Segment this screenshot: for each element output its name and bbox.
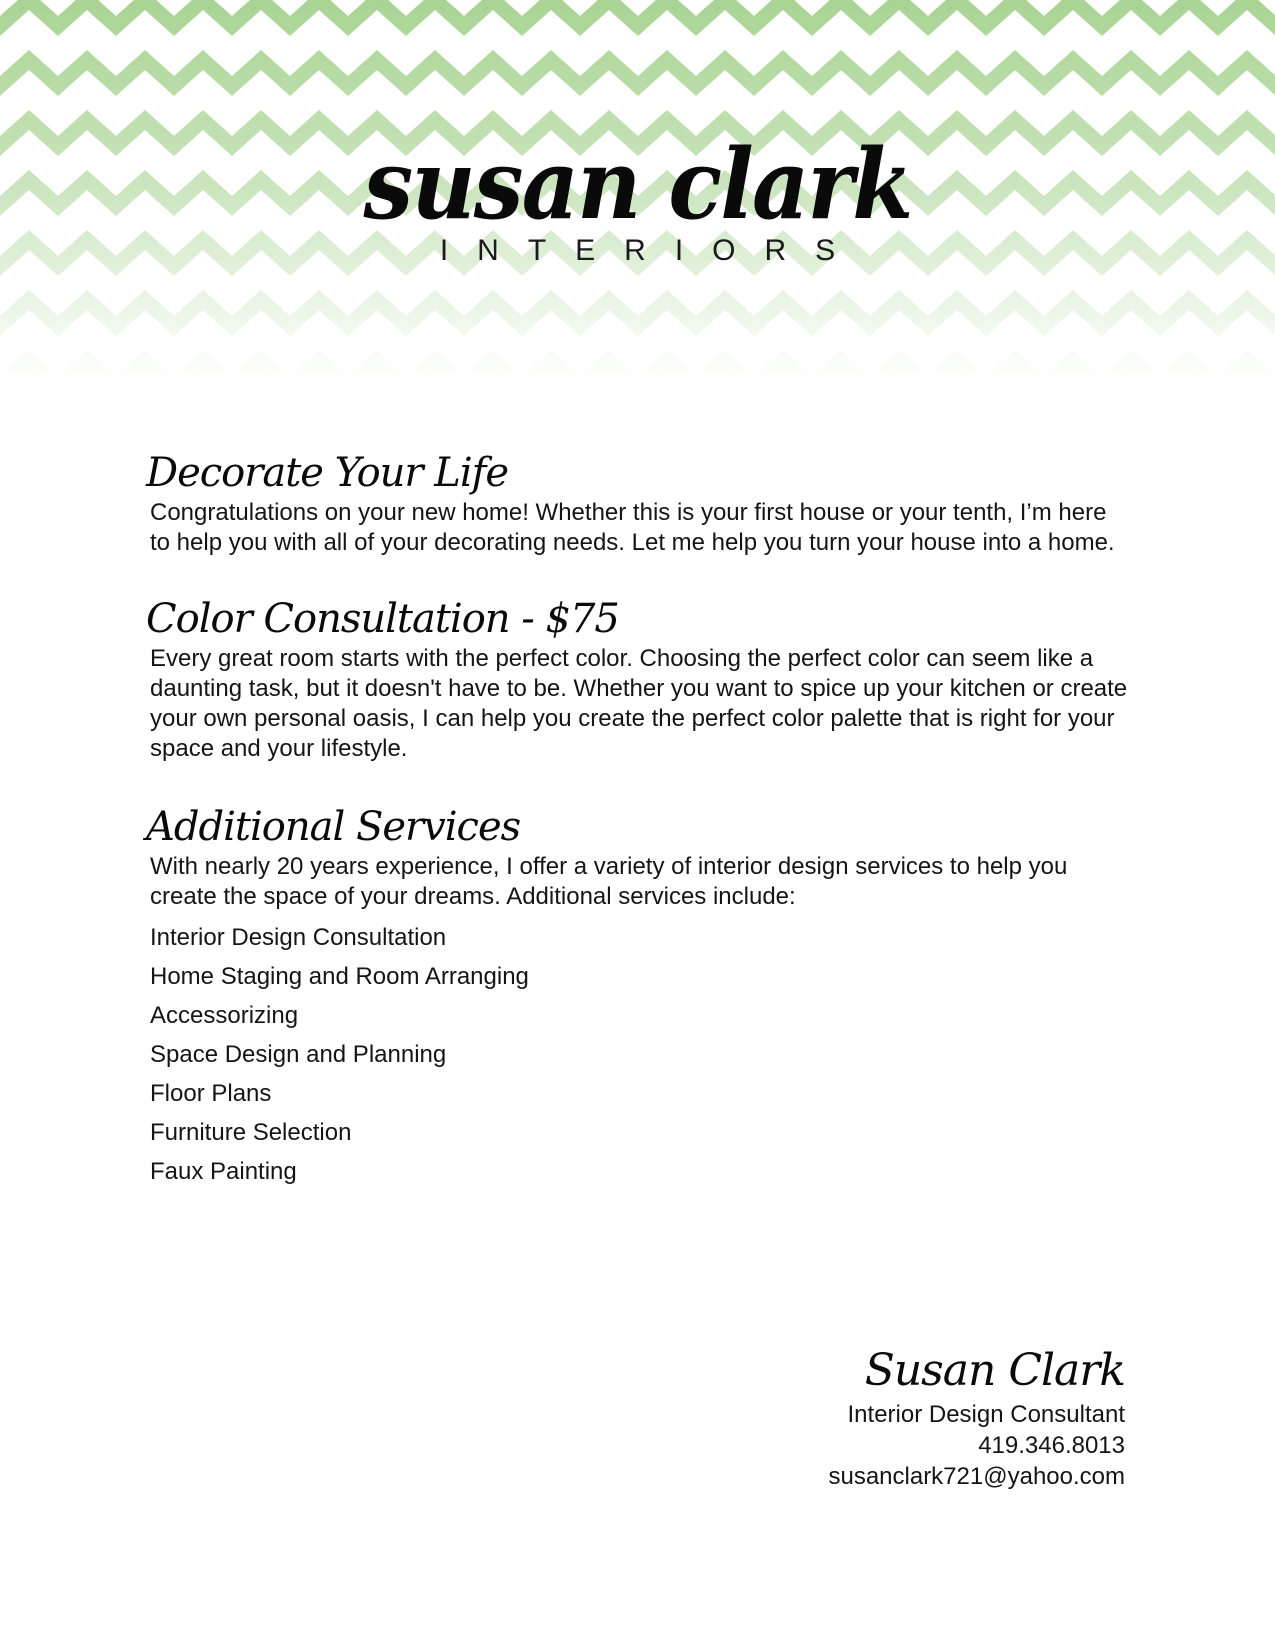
service-item: Interior Design Consultation xyxy=(150,924,447,951)
letter-body xyxy=(146,448,1130,1227)
services-list xyxy=(150,918,1130,1191)
section-paragraph: With nearly 20 years experience, I offer a variety of interior design services to help you create the space of your dreams. Additional services include: xyxy=(150,853,1068,910)
signature-name: Susan Clark xyxy=(864,1345,1125,1396)
section-decorate xyxy=(146,448,1130,558)
service-item: Furniture Selection xyxy=(150,1119,352,1146)
section-color-consultation xyxy=(146,594,1130,764)
section-paragraph: Congratulations on your new home! Whether this is your first house or your tenth, I’m here to help you with all of your decorating needs. Let me help you turn your house into a home. xyxy=(150,499,1115,556)
section-paragraph: Every great room starts with the perfect color. Choosing the perfect color can seem like a daunting task, but it doesn't have to be. Whether you want to spice up your kitchen or create your own personal oasis, I can help you create the perfect color palette that is right for your space and your lifestyle. xyxy=(150,645,1128,762)
service-item: Accessorizing xyxy=(150,1002,299,1029)
service-item: Floor Plans xyxy=(150,1080,272,1107)
service-item: Home Staging and Room Arranging xyxy=(150,963,529,990)
service-item: Space Design and Planning xyxy=(150,1041,447,1068)
logo-subtitle: INTERIORS xyxy=(439,234,865,267)
signature-email: susanclark721@yahoo.com xyxy=(828,1463,1125,1490)
section-heading: Color Consultation - $75 xyxy=(146,596,619,642)
signature-phone: 419.346.8013 xyxy=(978,1432,1125,1459)
service-item: Faux Painting xyxy=(150,1158,297,1185)
signature-block xyxy=(828,1343,1125,1492)
section-heading: Additional Services xyxy=(146,804,521,850)
section-additional-services xyxy=(146,802,1130,1191)
logo-name: susan clark xyxy=(363,128,912,241)
signature-title: Interior Design Consultant xyxy=(847,1401,1125,1428)
section-heading: Decorate Your Life xyxy=(146,450,509,496)
company-logo xyxy=(0,130,1275,268)
